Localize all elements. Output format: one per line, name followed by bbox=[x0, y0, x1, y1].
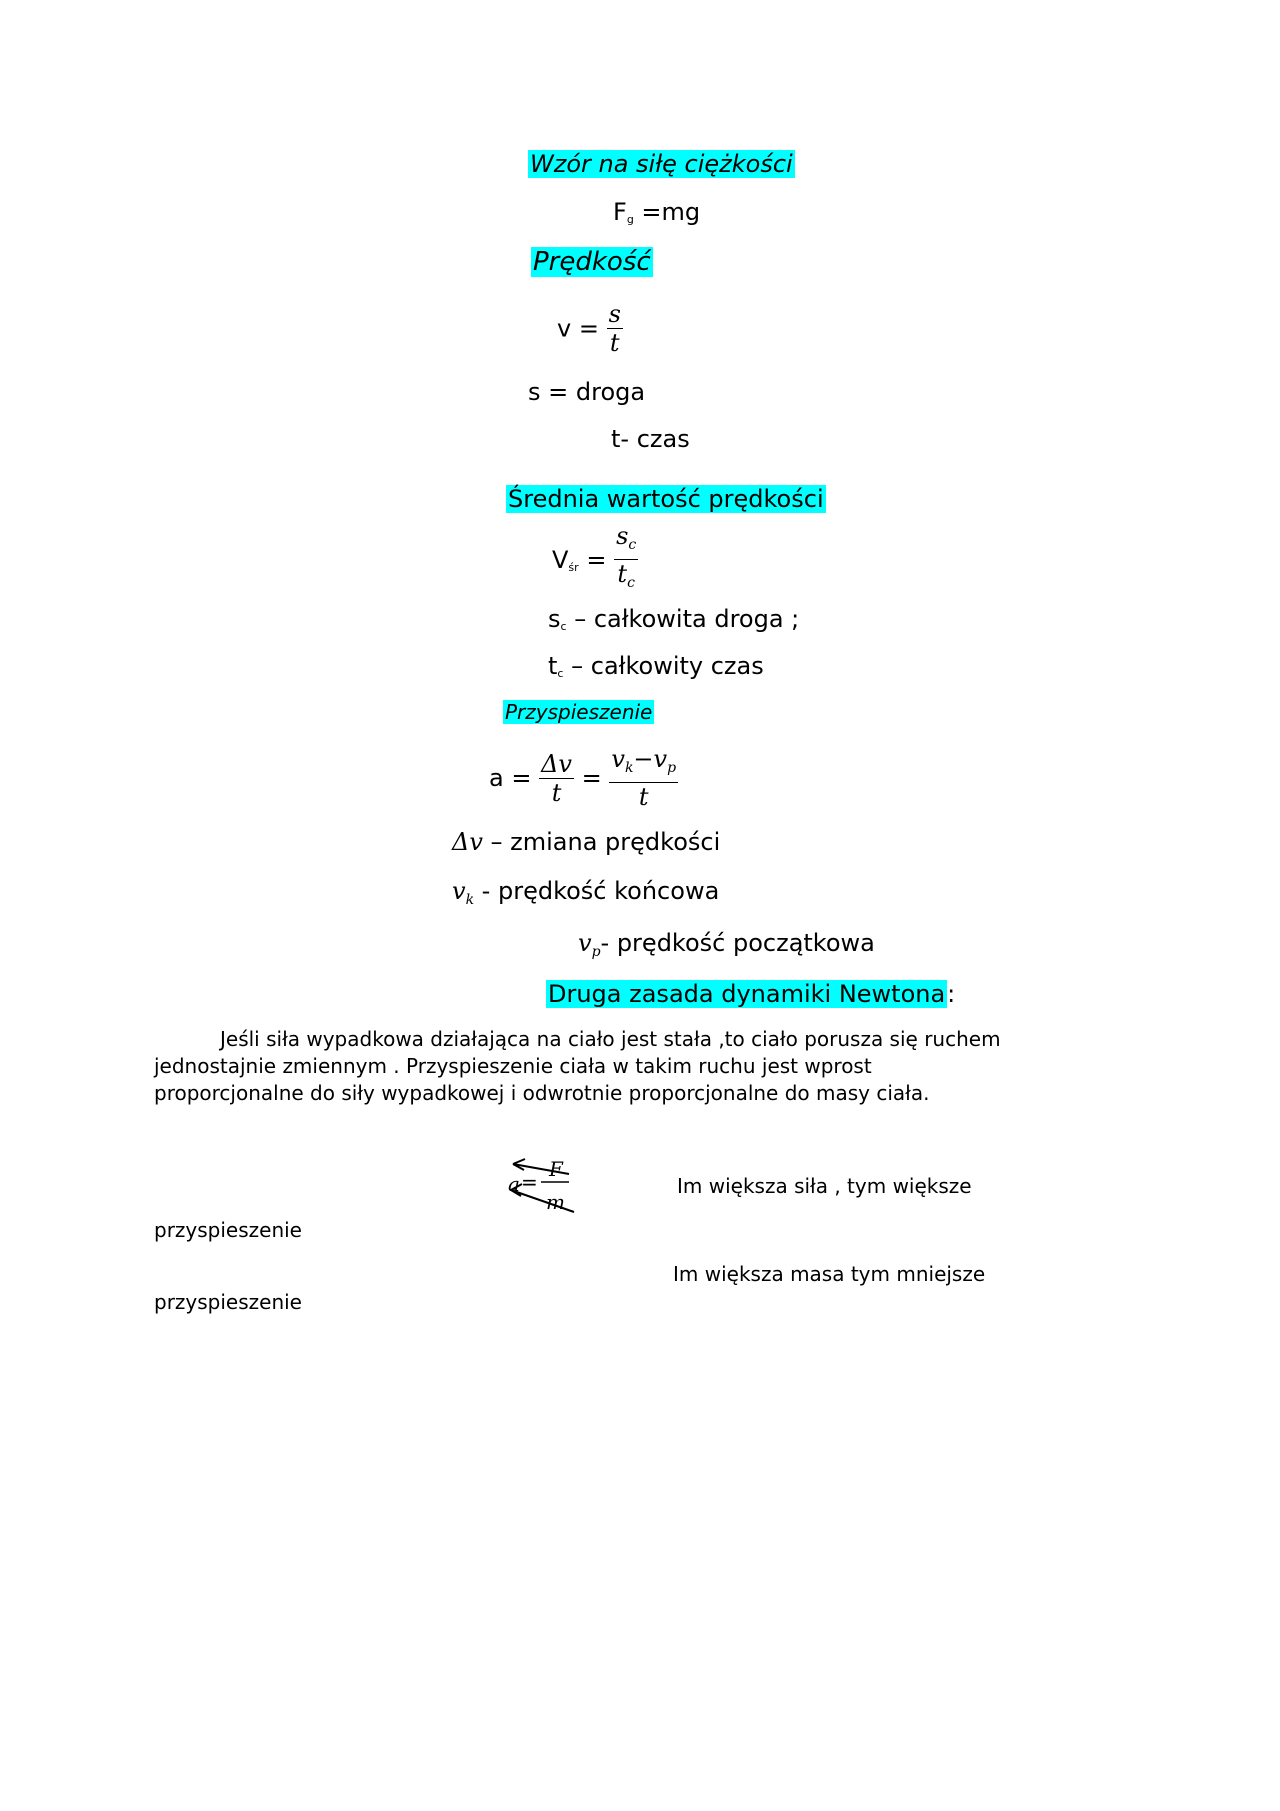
accel-formula: a = $\frac{\Delta v}{t}$ = $\frac{v_k-v_p}{t}$ bbox=[489, 745, 677, 811]
heading-avg-speed-text: Średnia wartość prędkości bbox=[508, 485, 824, 513]
note-force: Im większa siła , tym większe bbox=[677, 1174, 972, 1198]
accel-fraction-1: $\frac{\Delta v}{t}$ bbox=[541, 749, 572, 807]
note-mass: Im większa masa tym mniejsze bbox=[673, 1262, 986, 1286]
heading-newton2-text: Druga zasada dynamiki Newtona bbox=[548, 980, 946, 1008]
arrows-icon bbox=[505, 1156, 585, 1220]
heading-gravity-text: Wzór na siłę ciężkości bbox=[530, 150, 793, 178]
gravity-formula: $F_g =mg$ bbox=[613, 198, 701, 226]
heading-speed-text: Prędkość bbox=[533, 247, 651, 277]
newton-formula: a = F m bbox=[505, 1156, 585, 1220]
heading-gravity bbox=[528, 150, 795, 178]
speed-formula: v = $\frac{s}{t}$ bbox=[557, 300, 621, 357]
avg-speed-formula: $V_{śr}$ = $\frac{s_c}{t_c}$ bbox=[552, 522, 638, 597]
heading-speed bbox=[531, 247, 653, 277]
avg-speed-fraction: $\frac{s_c}{t_c}$ bbox=[616, 522, 637, 591]
avg-def-sc: $s_c$ – całkowita droga ; bbox=[548, 605, 800, 633]
speed-fraction: $\frac{s}{t}$ bbox=[608, 300, 621, 357]
note-force-cont: przyspieszenie bbox=[154, 1218, 302, 1242]
newton-paragraph: Jeśli siła wypadkowa działająca na ciało jest stała ,to ciało porusza się ruchem jednostajnie zmiennym . Przyspieszenie ciała w takim ruchu jest wprost proporcjonalne do siły wypadkowej i odwrotnie proporcjonalne do masy ciała. bbox=[154, 1027, 1001, 1105]
accel-fraction-2: $\frac{v_k-v_p}{t}$ bbox=[611, 745, 677, 811]
accel-def-vp: $v_p-$ prędkość początkowa bbox=[578, 929, 875, 960]
accel-def-vk: $v_k$ - prędkość końcowa bbox=[452, 877, 720, 908]
avg-def-tc: $t_c$ – całkowity czas bbox=[548, 652, 764, 680]
speed-def-s: s = droga bbox=[528, 378, 646, 406]
note-mass-cont: przyspieszenie bbox=[154, 1290, 302, 1314]
accel-def-dv: Δv – zmiana prędkości bbox=[452, 828, 721, 856]
heading-newton2: Druga zasada dynamiki Newtona: bbox=[548, 980, 956, 1008]
heading-avg-speed bbox=[506, 485, 826, 513]
heading-acceleration-text: Przyspieszenie bbox=[505, 700, 653, 724]
heading-acceleration bbox=[503, 700, 654, 724]
speed-def-t: t- czas bbox=[611, 425, 690, 453]
